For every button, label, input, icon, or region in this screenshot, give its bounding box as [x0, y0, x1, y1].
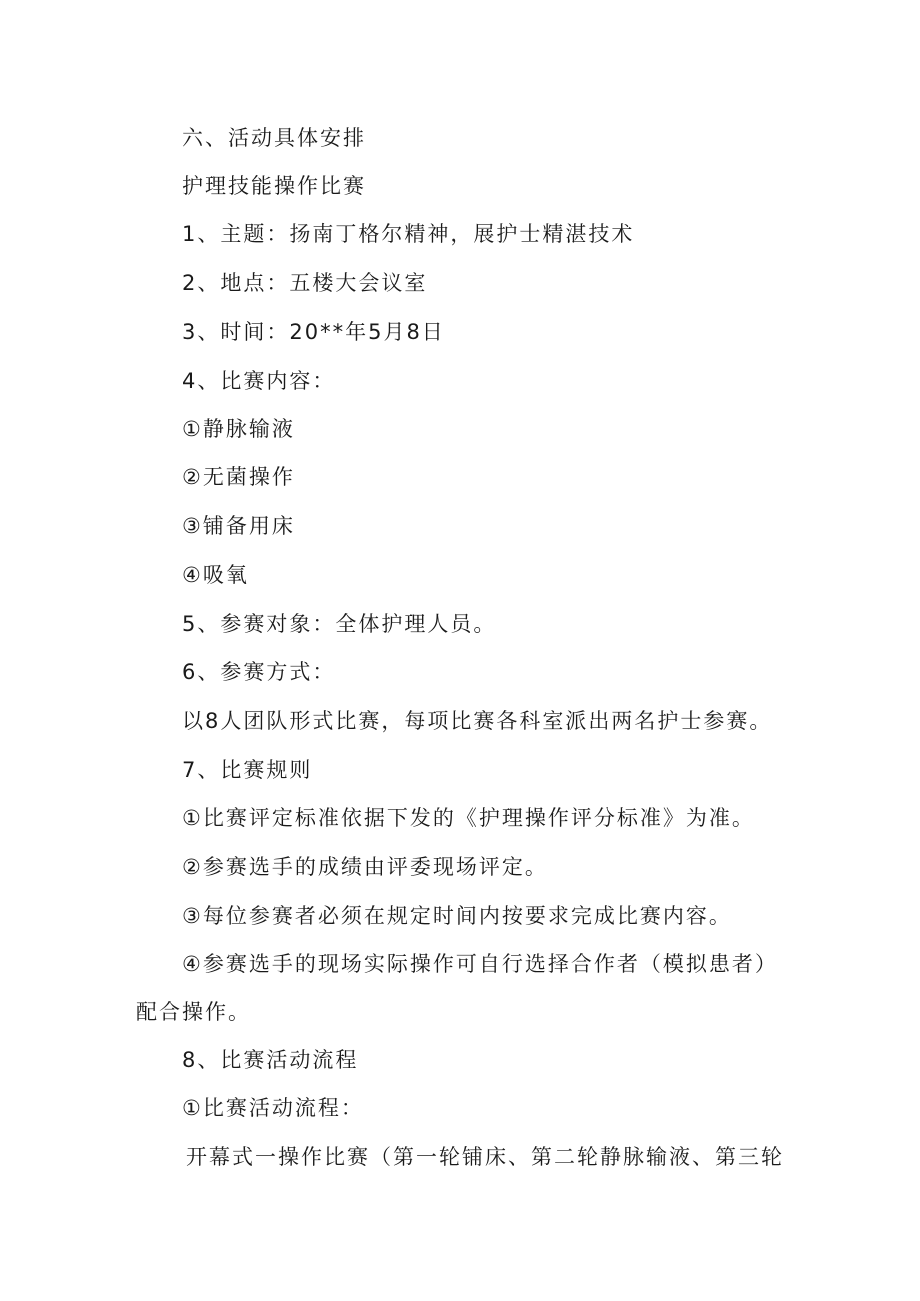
rule-4-continued: 配合操作。: [136, 1000, 251, 1024]
content-item-4: ④吸氧: [182, 563, 249, 587]
item-theme: 1、主题：扬南丁格尔精神，展护士精湛技术: [182, 222, 635, 246]
item-location: 2、地点：五楼大会议室: [182, 271, 428, 295]
content-item-1: ①静脉输液: [182, 417, 295, 441]
item-time: 3、时间：20**年5月8日: [182, 320, 445, 344]
process-item-1: ①比赛活动流程：: [182, 1096, 364, 1120]
item-participants: 5、参赛对象：全体护理人员。: [182, 612, 497, 636]
item-method-heading: 6、参赛方式：: [182, 660, 336, 684]
item-process-heading: 8、比赛活动流程: [182, 1048, 359, 1072]
content-item-3: ③铺备用床: [182, 514, 295, 538]
rule-1: ①比赛评定标准依据下发的《护理操作评分标准》为准。: [182, 806, 755, 830]
event-title: 护理技能操作比赛: [182, 174, 366, 198]
section-heading: 六、活动具体安排: [182, 126, 366, 150]
item-content-heading: 4、比赛内容：: [182, 369, 336, 393]
item-rules-heading: 7、比赛规则: [182, 758, 313, 782]
rule-3: ③每位参赛者必须在规定时间内按要求完成比赛内容。: [182, 904, 732, 928]
rule-2: ②参赛选手的成绩由评委现场评定。: [182, 855, 548, 879]
rule-4: ④参赛选手的现场实际操作可自行选择合作者（模拟患者）: [182, 952, 778, 976]
content-item-2: ②无菌操作: [182, 465, 295, 489]
method-text: 以8人团队形式比赛，每项比赛各科室派出两名护士参赛。: [182, 709, 773, 733]
process-text: 开幕式一操作比赛（第一轮铺床、第二轮静脉输液、第三轮: [186, 1145, 784, 1169]
